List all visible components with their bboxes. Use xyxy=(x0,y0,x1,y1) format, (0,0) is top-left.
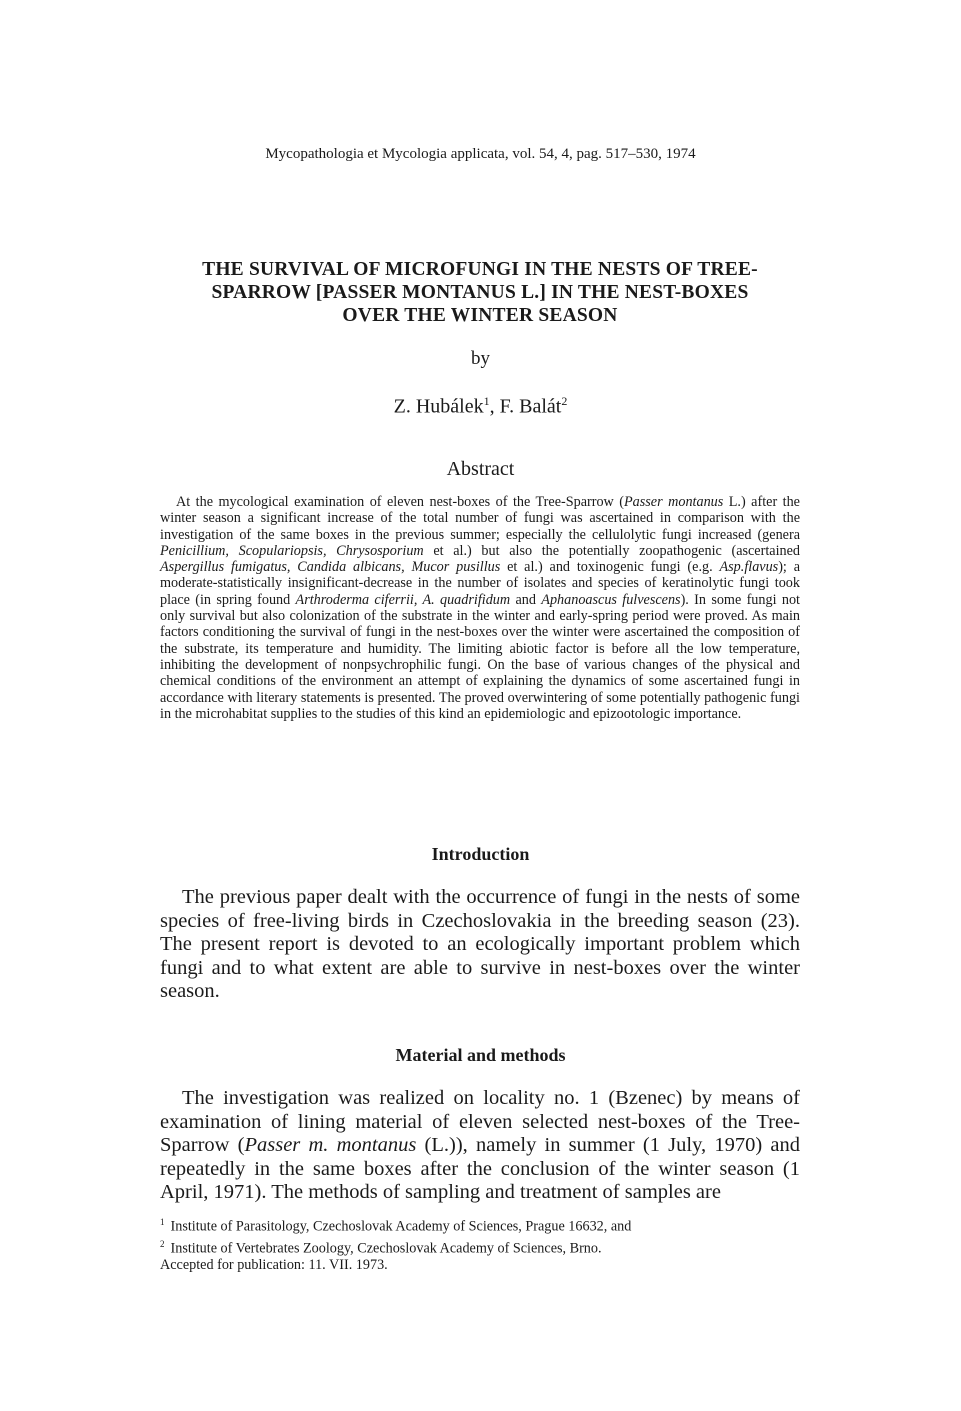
footnote-1-text: Institute of Parasitology, Czechoslovak Academy of Sciences, Prague 16632, and xyxy=(170,1218,632,1235)
byline-by: by xyxy=(471,348,490,369)
abstract-text: At the mycological examination of eleven nest-boxes of the Tree-Sparrow ( xyxy=(176,494,624,510)
abstract-species: Passer montanus xyxy=(624,494,724,510)
abstract-text: and xyxy=(510,591,542,608)
author-separator: , xyxy=(489,395,500,418)
title-line-2: SPARROW [PASSER MONTANUS L.] IN THE NEST-BOXES xyxy=(211,282,749,303)
methods-body xyxy=(160,1087,800,1205)
abstract-heading: Abstract xyxy=(446,458,515,480)
abstract-species: Penicillium, Scopulariopsis, Chrysosporium xyxy=(160,542,424,559)
abstract-text: L.) after the winter season a significant increase of the total number of fungi was ascertained in comparison with the investigation of the same boxes in the previous summer; especially the cellulolytic fungi increased (genera xyxy=(160,494,800,543)
author-list xyxy=(0,394,961,419)
abstract-body xyxy=(160,494,800,722)
abstract-species: Asp.flavus xyxy=(719,559,779,576)
abstract-text: et al.) but also the potentially zoopathogenic (ascertained xyxy=(423,542,800,559)
abstract-text: ). In some fungi not only survival but also colonization of the substrate in the winter and early-spring period were proved. As main factors conditioning the survival of fungi in the nest-boxes over the winter were ascertained the composition of the substrate, its temperature and humidity. The limiting abiotic factor is before all the low temperature, inhibiting the development of nonpsychrophilic fungi. On the base of various changes of the physical and chemical conditions of the environment an attempt of explaining the dynamics of some ascertained fungi in accordance with literary statements is presented. The proved overwintering of some potentially pathogenic fungi in the microhabitat supplies to the studies of this kind an epidemiologic and epizootologic importance. xyxy=(160,591,800,722)
methods-species: Passer m. montanus xyxy=(244,1134,417,1157)
author-1-affiliation-mark: 1 xyxy=(483,394,490,408)
methods-text: (L.)), namely in summer (1 July, 1970) and repeatedly in the same boxes after the conclusion of the winter season (1 April, 1971). The methods of sampling and treatment of samples are xyxy=(160,1134,800,1204)
abstract-species: Aphanoascus fulvescens xyxy=(541,591,681,608)
title-line-1: THE SURVIVAL OF MICROFUNGI IN THE NESTS OF TREE- xyxy=(202,259,758,280)
footnote-2 xyxy=(160,1236,800,1258)
title-line-3: OVER THE WINTER SEASON xyxy=(342,305,618,326)
accepted-date: Accepted for publication: 11. VII. 1973. xyxy=(160,1257,388,1274)
author-2-affiliation-mark: 2 xyxy=(561,394,568,408)
footnote-2-text: Institute of Vertebrates Zoology, Czechoslovak Academy of Sciences, Brno. xyxy=(170,1240,602,1257)
abstract-text: ); a moderate-statistically insignificant-decrease in the number of isolates and species of keratinolytic fungi took place (in spring found xyxy=(160,559,801,608)
abstract-species: Aspergillus fumigatus, Candida albicans, Mucor pusillus xyxy=(160,559,501,576)
introduction-body: The previous paper dealt with the occurrence of fungi in the nests of some species of free-living birds in Czechoslovakia in the breeding season (23). The present report is devoted to an ecologically important problem which fungi and to what extent are able to survive in nest-boxes over the winter season. xyxy=(160,886,800,1003)
abstract-species: Arthroderma ciferrii, A. quadrifidum xyxy=(295,591,511,608)
author-1: Z. Hubálek xyxy=(393,395,484,418)
author-2: F. Balát xyxy=(499,395,562,418)
methods-text: The investigation was realized on locality no. 1 (Bzenec) by means of examination of lining material of eleven selected nest-boxes of the Tree-Sparrow ( xyxy=(160,1087,800,1157)
journal-citation: Mycopathologia et Mycologia applicata, vol. 54, 4, pag. 517–530, 1974 xyxy=(265,146,696,162)
introduction-heading: Introduction xyxy=(431,844,530,864)
footnote-1-mark: 1 xyxy=(160,1217,165,1227)
abstract-text: et al.) and toxinogenic fungi (e.g. xyxy=(500,559,720,576)
paper-title xyxy=(150,258,810,327)
footnotes xyxy=(160,1214,800,1274)
methods-heading: Material and methods xyxy=(395,1045,566,1065)
footnote-2-mark: 2 xyxy=(160,1238,165,1249)
footnote-1 xyxy=(160,1214,800,1236)
